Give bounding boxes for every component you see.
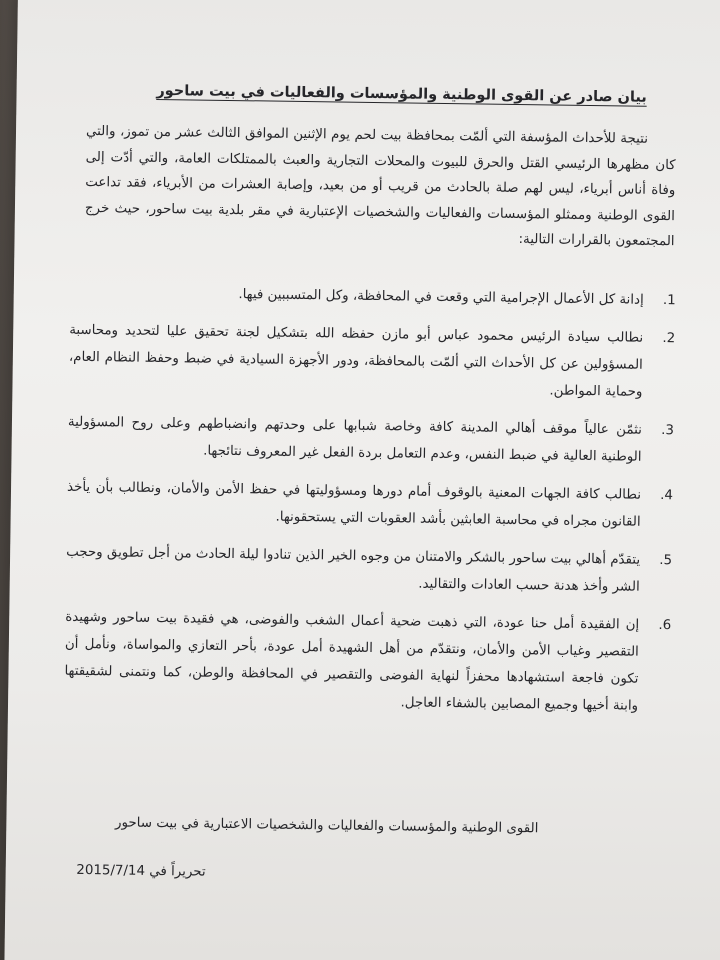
resolution-item — [68, 317, 675, 406]
paper-sheet — [4, 0, 720, 960]
item-number: 1. — [662, 293, 676, 309]
date-line — [76, 863, 206, 880]
date-value: 2015/7/14 — [76, 862, 146, 879]
resolution-item — [66, 539, 673, 601]
item-text: يتقدّم أهالي بيت ساحور بالشكر والامتنان من وجوه الخير الذين تنادوا ليلة الحادث من أجل تطويق وحجب الشر وأخذ هدنة حسب العادات والتقاليد. — [66, 544, 641, 595]
statement-title: بيان صادر عن القوى الوطنية والمؤسسات والفعاليات في بيت ساحور — [156, 82, 647, 106]
item-number: 5. — [659, 553, 673, 569]
statement-body — [45, 0, 720, 960]
intro-paragraph: نتيجة للأحداث المؤسفة التي ألمّت بمحافظة بيت لحم يوم الإثنين الموافق الثالث عشر من تموز، والتي كان مظهرها الرئيسي القتل والحرق للبيوت والمحلات التجارية والعبث بالممتلكات العامة، والتي أدّت إلى وفاة أناس أبرياء، ليس لهم صلة بالحادث من قريب أو من بعيد، وإصابة العشرات من الأبرياء، فقد تداعت القوى الوطنية وممثلو المؤسسات والفعاليات والشخصيات الإعتبارية في مقر بلدية بيت ساحور، حيث خرج المجتمعون بالقرارات التالية: — [84, 123, 676, 250]
resolution-item — [66, 474, 673, 536]
item-number: 6. — [658, 618, 672, 634]
item-number: 4. — [660, 488, 674, 504]
item-text: إدانة كل الأعمال الإجرامية التي وقعت في المحافظة، وكل المتسببين فيها. — [238, 287, 644, 308]
item-number: 2. — [662, 331, 676, 347]
item-number: 3. — [661, 423, 675, 439]
resolutions-list — [64, 279, 676, 731]
date-prefix: تحريراً في — [149, 863, 206, 880]
item-text: نطالب كافة الجهات المعنية بالوقوف أمام دورها ومسؤوليتها في حفظ الأمن والأمان، ونطالب بأن يأخذ القانون مجراه في محاسبة العابثين بأشد العقوبات التي يستحقونها. — [66, 479, 642, 530]
resolution-item — [64, 604, 671, 720]
signature-line: القوى الوطنية والمؤسسات والفعاليات والشخصيات الاعتبارية في بيت ساحور — [114, 815, 539, 837]
resolution-item — [67, 409, 674, 471]
resolution-item — [70, 279, 676, 314]
item-text: إن الفقيدة أمل حنا عودة، التي ذهبت ضحية أعمال الشغب والفوضى، هي فقيدة بيت ساحور وشهيدة التقصير وغياب الأمن والأمان، ونتقدّم من أهل الشهيدة أمل عودة، بأحر التعازي والمواساة، ونأمل أن تكون فاجعة استشهادها محفزاً لنهاية الفوضى والتقصير في المحافظة والوطن، كما ونتمنى لشقيقتها وابنة أخيها وجميع المصابين بالشفاء العاجل. — [64, 609, 640, 714]
item-text: نثمّن عالياً موقف أهالي المدينة كافة وخاصة شبابها على وحدتهم وانضباطهم وعلى روح المسؤولية الوطنية العالية في ضبط النفس، وعدم التعامل بردة الفعل غير المعروف نتائجها. — [67, 414, 643, 465]
item-text: نطالب سيادة الرئيس محمود عباس أبو مازن حفظه الله بتشكيل لجنة تحقيق عليا لتحديد ومحاسبة المسؤولين عن كل الأحداث التي ألمّت بالمحافظة، ودور الأجهزة السيادية في ضبط وحفظ النظام العام، وحماية المواطن. — [68, 322, 644, 400]
